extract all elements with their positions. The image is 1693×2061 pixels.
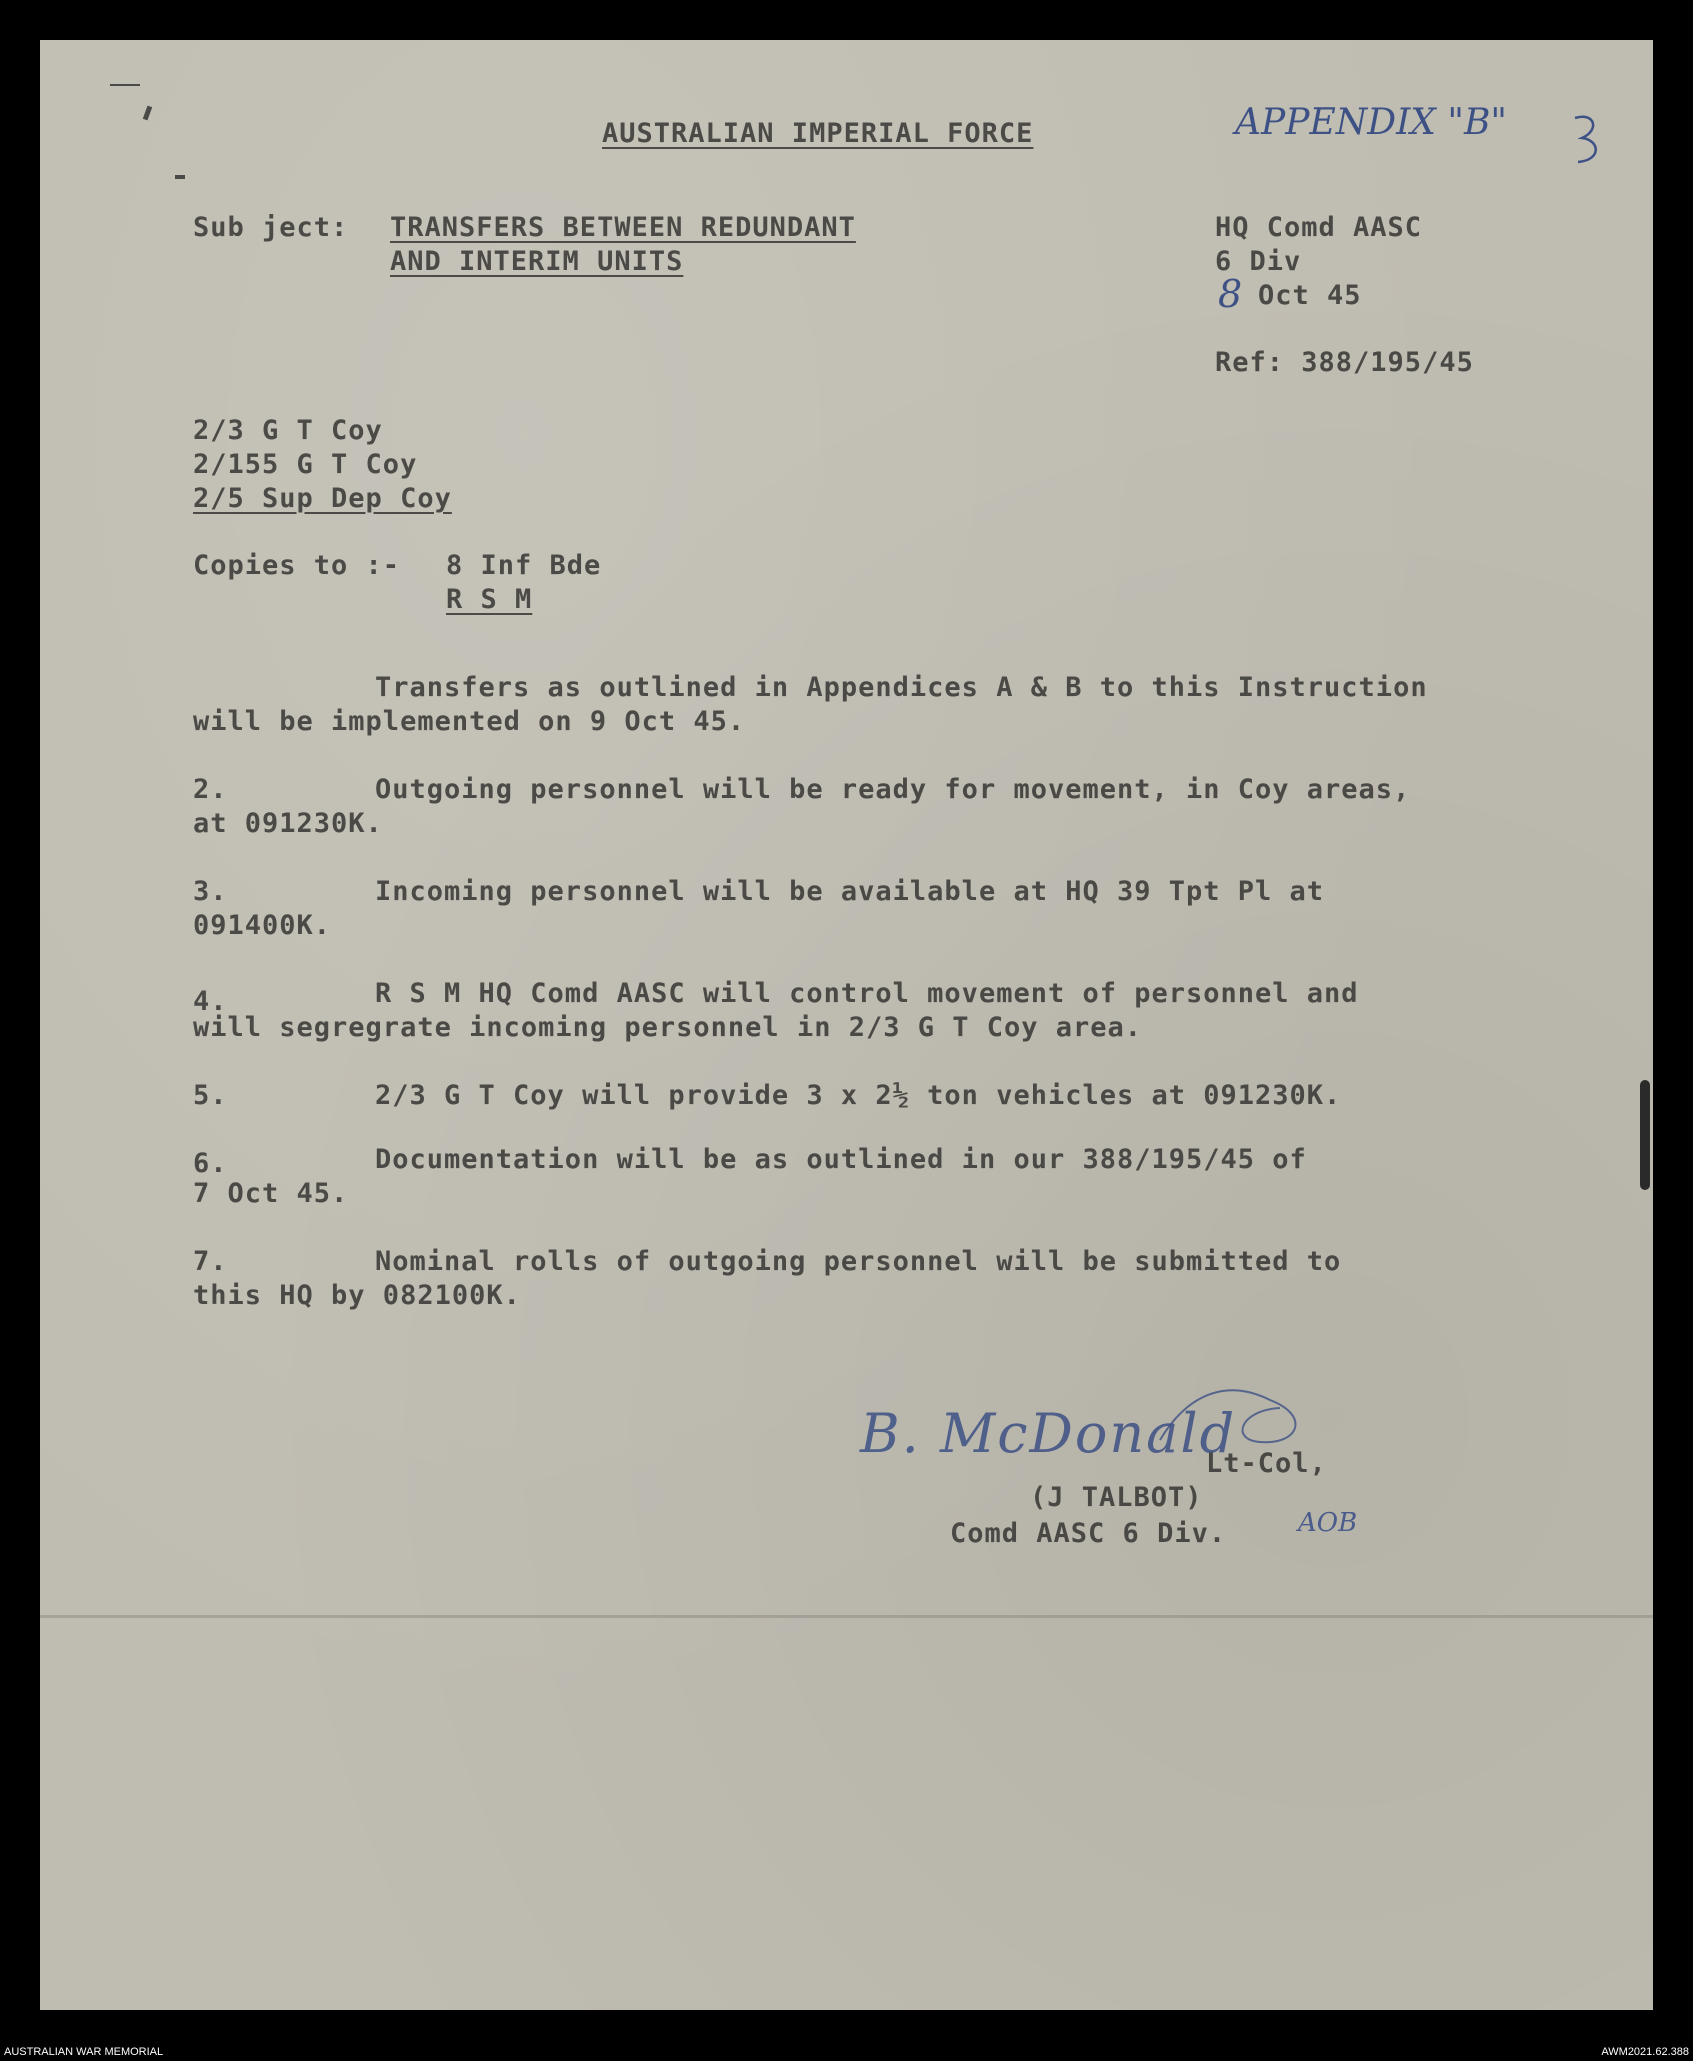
document-page	[40, 40, 1653, 2010]
ink-speck	[110, 84, 140, 86]
organisation-heading: AUSTRALIAN IMPERIAL FORCE	[602, 118, 1034, 149]
paragraph-number: 7.	[193, 1246, 228, 1277]
ink-speck	[175, 175, 185, 179]
signature-flourish	[1150, 1370, 1320, 1460]
signatory-rank: Lt-Col,	[1206, 1448, 1327, 1479]
addressee: 2/155 G T Coy	[193, 449, 418, 480]
origin-line-2: 6 Div	[1215, 246, 1302, 277]
paragraph-3-line-2: 091400K.	[193, 910, 332, 941]
date-day-handwritten: 8	[1218, 272, 1243, 316]
reference-number: Ref: 388/195/45	[1215, 347, 1474, 378]
paragraph-number: 5.	[193, 1080, 228, 1111]
footer-credit: AUSTRALIAN WAR MEMORIAL	[4, 2046, 164, 2058]
appendix-annotation: APPENDIX "B"	[1235, 102, 1507, 143]
subject-label: Sub ject:	[193, 212, 349, 243]
signatory-title: Comd AASC 6 Div.	[950, 1518, 1227, 1549]
paper-edge-mark	[1640, 1080, 1650, 1190]
origin-line-1: HQ Comd AASC	[1215, 212, 1423, 243]
paragraph-number: 2.	[193, 774, 228, 805]
footer-reference: AWM2021.62.388	[1601, 2046, 1689, 2058]
paragraph-number: 6.	[193, 1148, 228, 1179]
ink-speck	[143, 106, 152, 121]
paragraph-5-line-1: 2/3 G T Coy will provide 3 x 2½ ton vehicles at 091230K.	[375, 1080, 1342, 1111]
copies-recipient: R S M	[446, 584, 533, 615]
paragraph-6-line-1: Documentation will be as outlined in our 388/195/45 of	[375, 1144, 1307, 1175]
paragraph-6-line-2: 7 Oct 45.	[193, 1178, 349, 1209]
paragraph-number: 3.	[193, 876, 228, 907]
copies-label: Copies to :-	[193, 550, 401, 581]
signature: B. McDonald	[860, 1402, 1237, 1465]
paragraph-4-line-1: R S M HQ Comd AASC will control movement of personnel and	[375, 978, 1359, 1009]
paragraph-3-line-1: Incoming personnel will be available at HQ 39 Tpt Pl at	[375, 876, 1325, 907]
initials-annotation: AOB	[1298, 1508, 1358, 1538]
paragraph-4-line-2: will segregrate incoming personnel in 2/3 G T Coy area.	[193, 1012, 1143, 1043]
paragraph-number: 4.	[193, 986, 228, 1017]
paragraph-1-line-2: will be implemented on 9 Oct 45.	[193, 706, 746, 737]
paper-fold-line	[40, 1615, 1653, 1618]
paragraph-2-line-1: Outgoing personnel will be ready for movement, in Coy areas,	[375, 774, 1411, 805]
appendix-flourish	[1570, 110, 1610, 170]
addressee: 2/5 Sup Dep Coy	[193, 483, 452, 514]
paragraph-7-line-1: Nominal rolls of outgoing personnel will be submitted to	[375, 1246, 1342, 1277]
paragraph-1-line-1: Transfers as outlined in Appendices A & B to this Instruction	[375, 672, 1428, 703]
subject-line-1: TRANSFERS BETWEEN REDUNDANT	[390, 212, 856, 243]
subject-line-2: AND INTERIM UNITS	[390, 246, 684, 277]
signatory-name: (J TALBOT)	[1030, 1482, 1203, 1513]
copies-recipient: 8 Inf Bde	[446, 550, 602, 581]
paragraph-7-line-2: this HQ by 082100K.	[193, 1280, 521, 1311]
addressee: 2/3 G T Coy	[193, 415, 383, 446]
paragraph-2-line-2: at 091230K.	[193, 808, 383, 839]
origin-date: Oct 45	[1258, 280, 1362, 311]
